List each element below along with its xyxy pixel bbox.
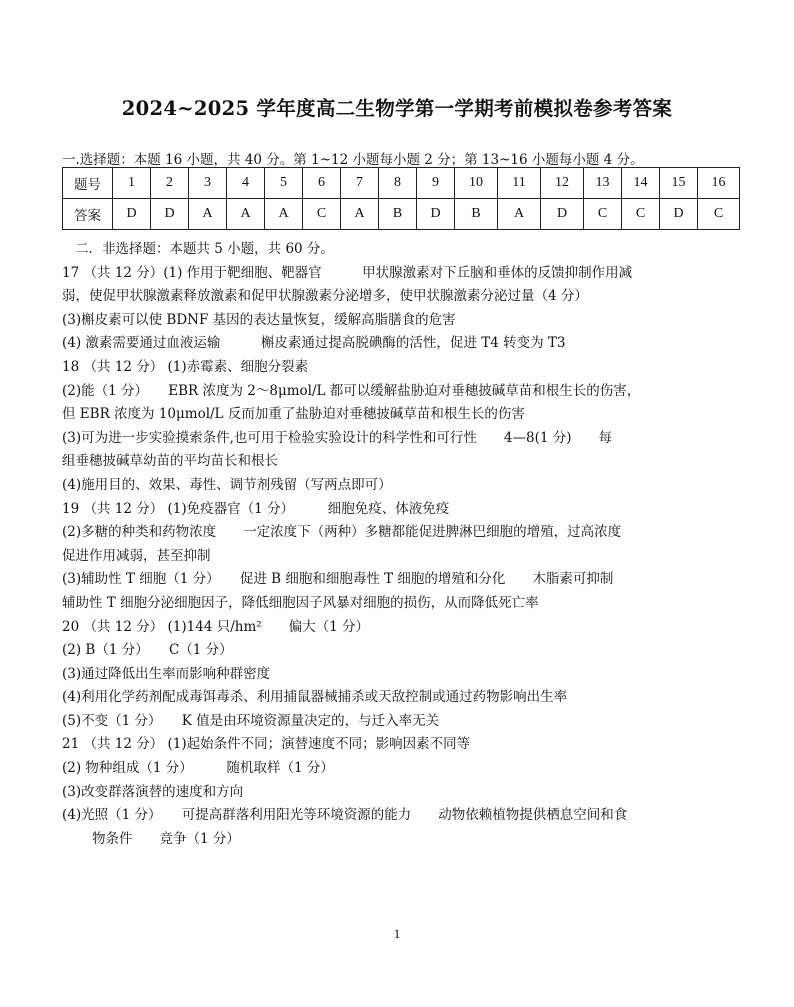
answer-line: 组垂穗披碱草幼苗的平均苗长和根长 [62,453,278,470]
answer-line: (4)利用化学药剂配成毒饵毒杀、利用捕鼠器械捕杀或天敌控制或通过药物影响出生率 [62,689,568,706]
section-2-heading: 二．非选择题：本题共 5 小题，共 60 分。 [75,241,334,257]
answer-row [63,199,740,230]
answer-line: (5)不变（1 分） K 值是由环境资源量决定的，与迁入率无关 [62,712,440,729]
answer-line: (2) 物种组成（1 分） 随机取样（1 分） [62,760,334,777]
question-number-cell: 16 [698,168,740,199]
answer-cell: A [498,199,541,230]
answer-line: (2)能（1 分） EBR 浓度为 2～8μmol/L 都可以缓解盐胁迫对垂穗披碱草苗和根生长的伤害， [62,382,641,399]
answer-body [62,238,732,851]
answer-cell: D [113,199,151,230]
row-header-answer: 答案 [63,199,113,230]
answer-cell: A [265,199,303,230]
question-number-cell: 13 [584,168,622,199]
question-number-cell: 2 [151,168,189,199]
row-header-question: 题号 [63,168,113,199]
answer-cell: A [341,199,379,230]
answer-line: 17 （共 12 分）(1) 作用于靶细胞、靶器官 甲状腺激素对下丘脑和垂体的反馈抑制作用减 [62,264,633,281]
answer-line: (3)槲皮素可以使 BDNF 基因的表达量恢复，缓解高脂膳食的危害 [62,311,456,328]
section-1-heading: 一.选择题：本题 16 小题，共 40 分。第 1~12 小题每小题 2 分；第 13~16 小题每小题 4 分。 [62,152,644,168]
answer-line: 辅助性 T 细胞分泌细胞因子，降低细胞因子风暴对细胞的损伤，从而降低死亡率 [62,594,539,611]
question-number-cell: 6 [303,168,341,199]
question-number-cell: 8 [379,168,417,199]
answer-cell: D [151,199,189,230]
answer-line: (3)改变群落演替的速度和方向 [62,783,244,800]
answer-line: 物条件 竞争（1 分） [92,830,240,847]
answer-cell: D [660,199,698,230]
answer-cell: D [417,199,455,230]
answer-line: 18 （共 12 分） (1)赤霉素、细胞分裂素 [62,358,309,375]
question-number-cell: 9 [417,168,455,199]
question-number-cell: 4 [227,168,265,199]
page-title: 2024~2025 学年度高二生物学第一学期考前模拟卷参考答案 [121,97,673,120]
question-number-cell: 7 [341,168,379,199]
page-number: 1 [393,926,401,941]
question-number-cell: 1 [113,168,151,199]
answer-line: (3)可为进一步实验摸索条件,也可用于检验实验设计的科学性和可行性 4—8(1 分) 每 [62,429,613,446]
answer-cell: C [303,199,341,230]
answer-cell: C [698,199,740,230]
question-number-row [63,168,740,199]
question-number-cell: 3 [189,168,227,199]
answer-cell: D [541,199,584,230]
answer-cell: C [584,199,622,230]
answer-line: (2)多糖的种类和药物浓度 一定浓度下（两种）多糖都能促进脾淋巴细胞的增殖，过高浓度 [62,524,622,541]
answer-line: 弱，使促甲状腺激素释放激素和促甲状腺激素分泌增多，使甲状腺激素分泌过量（4 分） [62,288,588,305]
answer-table [62,167,740,230]
answer-line: (4)施用目的、效果、毒性、调节剂残留（写两点即可） [62,476,392,493]
answer-cell: C [622,199,660,230]
answer-line: (4)光照（1 分） 可提高群落利用阳光等环境资源的能力 动物依赖植物提供栖息空间和食 [62,807,628,824]
question-number-cell: 12 [541,168,584,199]
question-number-cell: 11 [498,168,541,199]
answer-line: 但 EBR 浓度为 10μmol/L 反而加重了盐胁迫对垂穗披碱草苗和根生长的伤害 [62,406,525,423]
answer-cell: B [379,199,417,230]
answer-line: (3)辅助性 T 细胞（1 分） 促进 B 细胞和细胞毒性 T 细胞的增殖和分化 木脂素可抑制 [62,571,614,588]
answer-line: (4) 激素需要通过血液运输 槲皮素通过提高脱碘酶的活性，促进 T4 转变为 T3 [62,335,566,352]
answer-line: (2) B（1 分） C（1 分） [62,642,233,659]
question-number-cell: 14 [622,168,660,199]
answer-cell: A [227,199,265,230]
answer-line: 促进作用减弱，甚至抑制 [62,547,211,564]
question-number-cell: 15 [660,168,698,199]
question-number-cell: 10 [455,168,498,199]
answer-line: 19 （共 12 分） (1)免疫器官（1 分） 细胞免疫、体液免疫 [62,500,450,517]
answer-line: (3)通过降低出生率而影响种群密度 [62,665,271,682]
question-number-cell: 5 [265,168,303,199]
answer-line: 21 （共 12 分） (1)起始条件不同；演替速度不同；影响因素不同等 [62,736,471,753]
answer-cell: A [189,199,227,230]
answer-cell: B [455,199,498,230]
answer-line: 20 （共 12 分） (1)144 只/hm² 偏大（1 分） [62,618,370,635]
